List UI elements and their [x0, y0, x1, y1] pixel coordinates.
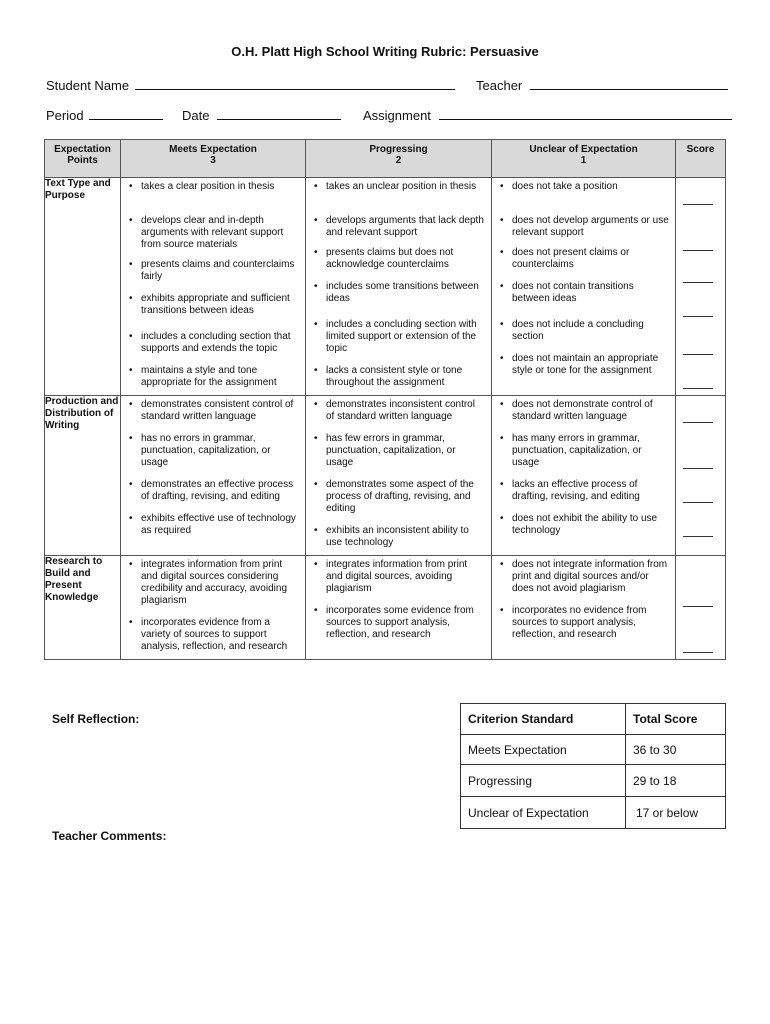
criteria-cell-meets [121, 556, 306, 660]
self-reflection-label: Self Reflection: [52, 712, 140, 726]
criteria-text: has many errors in grammar, punctuation, capitalization, or usage [512, 433, 642, 468]
teacher-field[interactable] [530, 77, 728, 90]
criteria-item [500, 605, 669, 641]
criteria-item [500, 399, 669, 423]
criteria-item [500, 433, 669, 469]
rubric-header-row [45, 140, 726, 178]
bullet-icon: • [314, 247, 318, 258]
bullet-icon: • [129, 433, 133, 444]
criteria-cell-meets [121, 396, 306, 556]
bullet-icon: • [500, 353, 504, 364]
criteria-cell-unclear [492, 556, 676, 660]
criterion-standard-header: Criterion Standard [461, 704, 626, 735]
teacher-row [476, 77, 728, 93]
score-blank[interactable] [683, 250, 713, 251]
criteria-item [314, 433, 485, 469]
header-unclear [492, 140, 676, 178]
criteria-cell-unclear [492, 178, 676, 396]
bullet-icon: • [314, 559, 318, 570]
score-blank[interactable] [683, 422, 713, 423]
bullet-icon: • [500, 479, 504, 490]
criterion-row [461, 765, 726, 797]
criteria-item [129, 365, 299, 389]
header-unclear-points: 1 [580, 155, 587, 166]
criteria-text: takes a clear position in thesis [141, 181, 275, 192]
criteria-cell-meets [121, 178, 306, 396]
criterion-standard: Unclear of Expectation [461, 797, 626, 829]
criteria-item [129, 399, 299, 423]
criteria-text: develops clear and in-depth arguments with relevant support from source materials [141, 215, 284, 250]
criterion-header-row [461, 704, 726, 735]
bullet-icon: • [129, 293, 133, 304]
score-blank[interactable] [683, 652, 713, 653]
criteria-item [314, 525, 485, 549]
criteria-text: does not exhibit the ability to use technology [512, 513, 658, 536]
criteria-item [500, 513, 669, 537]
bullet-icon: • [129, 513, 133, 524]
date-label: Date [182, 108, 210, 123]
criteria-text: incorporates some evidence from sources to support analysis, reflection, and research [326, 605, 474, 640]
assignment-row [363, 107, 732, 123]
criteria-item [129, 617, 299, 653]
bullet-icon: • [129, 559, 133, 570]
date-row [182, 107, 341, 123]
bullet-icon: • [129, 399, 133, 410]
bullet-icon: • [129, 259, 133, 270]
criteria-item [314, 365, 485, 389]
criteria-text: does not integrate information from print and digital sources and/or does not avoid plagiarism [512, 559, 668, 594]
criteria-text: lacks an effective process of drafting, revising, and editing [512, 479, 640, 502]
bullet-icon: • [314, 281, 318, 292]
criteria-item [500, 215, 669, 239]
bullet-icon: • [129, 331, 133, 342]
bullet-icon: • [500, 181, 504, 192]
criteria-text: does not contain transitions between ideas [512, 281, 634, 304]
criteria-item [314, 605, 485, 641]
header-score: Score [676, 140, 726, 178]
teacher-comments-label: Teacher Comments: [52, 829, 167, 843]
criteria-text: demonstrates consistent control of standard written language [141, 399, 294, 422]
header-progressing-points: 2 [395, 155, 402, 166]
student-name-field[interactable] [135, 77, 455, 90]
bullet-icon: • [314, 215, 318, 226]
bullet-icon: • [500, 319, 504, 330]
header-unclear-label: Unclear of Expectation [529, 144, 638, 155]
criteria-item [129, 433, 299, 469]
criteria-text: has few errors in grammar, punctuation, capitalization, or usage [326, 433, 456, 468]
criteria-item [500, 181, 669, 205]
bullet-icon: • [129, 365, 133, 376]
rubric-section [45, 556, 726, 660]
criteria-text: incorporates evidence from a variety of sources to support analysis, reflection, and research [141, 617, 288, 652]
score-blank[interactable] [683, 354, 713, 355]
score-blank[interactable] [683, 606, 713, 607]
bullet-icon: • [500, 281, 504, 292]
criteria-text: demonstrates inconsistent control of standard written language [326, 399, 475, 422]
bullet-icon: • [314, 319, 318, 330]
assignment-label: Assignment [363, 108, 431, 123]
criteria-cell-progressing [306, 396, 492, 556]
criteria-cell-progressing [306, 178, 492, 396]
criteria-text: integrates information from print and digital sources considering credibility and accuracy, avoiding plagiarism [141, 559, 288, 606]
criterion-table [460, 703, 726, 829]
criterion-row [461, 797, 726, 829]
header-meets [121, 140, 306, 178]
score-blank[interactable] [683, 204, 713, 205]
criteria-text: exhibits an inconsistent ability to use technology [326, 525, 469, 548]
criterion-score: 29 to 18 [626, 765, 726, 797]
criteria-item [500, 319, 669, 343]
criteria-text: maintains a style and tone appropriate for the assignment [141, 365, 277, 388]
criterion-score: 36 to 30 [626, 735, 726, 765]
score-blank[interactable] [683, 468, 713, 469]
bullet-icon: • [500, 559, 504, 570]
bullet-icon: • [314, 525, 318, 536]
criteria-item [129, 293, 299, 317]
criteria-text: does not develop arguments or use relevant support [512, 215, 669, 238]
score-cell [676, 178, 726, 396]
criteria-text: includes a concluding section with limited support or extension of the topic [326, 319, 477, 354]
criteria-item [129, 215, 299, 251]
criteria-text: includes some transitions between ideas [326, 281, 479, 304]
criteria-item [314, 281, 485, 305]
period-field[interactable] [89, 107, 163, 120]
bullet-icon: • [500, 247, 504, 258]
criteria-item [129, 559, 299, 607]
category-label: Research to Build and Present Knowledge [45, 556, 121, 660]
criteria-item [500, 247, 669, 271]
page-title: O.H. Platt High School Writing Rubric: Persuasive [231, 44, 539, 59]
category-label: Text Type and Purpose [45, 178, 121, 396]
criteria-text: lacks a consistent style or tone throughout the assignment [326, 365, 463, 388]
bullet-icon: • [129, 215, 133, 226]
header-progressing-label: Progressing [369, 144, 428, 155]
rubric-section [45, 396, 726, 556]
criteria-item [129, 331, 299, 355]
criteria-text: does not include a concluding section [512, 319, 644, 342]
criteria-item [129, 181, 299, 205]
student-name-label: Student Name [46, 78, 130, 93]
criteria-item [500, 281, 669, 305]
criteria-text: integrates information from print and digital sources, avoiding plagiarism [326, 559, 468, 594]
criteria-item [500, 353, 669, 377]
category-label: Production and Distribution of Writing [45, 396, 121, 556]
score-blank[interactable] [683, 316, 713, 317]
bullet-icon: • [314, 399, 318, 410]
criteria-item [314, 399, 485, 423]
criteria-text: does not present claims or counterclaims [512, 247, 630, 270]
criteria-item [129, 479, 299, 503]
criteria-item [314, 215, 485, 239]
criteria-text: demonstrates some aspect of the process of drafting, revising, and editing [326, 479, 474, 514]
teacher-label: Teacher [476, 78, 523, 93]
score-blank[interactable] [683, 388, 713, 389]
criteria-item [314, 319, 485, 355]
bullet-icon: • [314, 605, 318, 616]
bullet-icon: • [314, 365, 318, 376]
period-label: Period [46, 108, 84, 123]
bullet-icon: • [314, 433, 318, 444]
criteria-text: exhibits effective use of technology as required [141, 513, 296, 536]
criteria-text: does not take a position [512, 181, 618, 192]
criteria-text: exhibits appropriate and sufficient transitions between ideas [141, 293, 290, 316]
student-name-row [46, 77, 455, 93]
criteria-text: demonstrates an effective process of drafting, revising, and editing [141, 479, 294, 502]
criteria-text: takes an unclear position in thesis [326, 181, 477, 192]
score-cell [676, 556, 726, 660]
criteria-text: presents claims but does not acknowledge counterclaims [326, 247, 454, 270]
bullet-icon: • [500, 433, 504, 444]
score-blank[interactable] [683, 536, 713, 537]
criteria-text: does not demonstrate control of standard written language [512, 399, 653, 422]
criteria-item [500, 559, 669, 595]
header-progressing [306, 140, 492, 178]
criteria-item [129, 259, 299, 283]
bullet-icon: • [129, 181, 133, 192]
bullet-icon: • [500, 215, 504, 226]
total-score-header: Total Score [626, 704, 726, 735]
criteria-item [314, 559, 485, 595]
bullet-icon: • [500, 513, 504, 524]
assignment-field[interactable] [439, 107, 732, 120]
score-cell [676, 396, 726, 556]
criterion-row [461, 735, 726, 765]
criteria-item [129, 513, 299, 537]
criteria-item [314, 247, 485, 271]
rubric-table [44, 139, 726, 660]
criteria-cell-progressing [306, 556, 492, 660]
bullet-icon: • [129, 617, 133, 628]
criterion-standard: Meets Expectation [461, 735, 626, 765]
score-blank[interactable] [683, 282, 713, 283]
period-row [46, 107, 163, 123]
rubric-section [45, 178, 726, 396]
criterion-standard: Progressing [461, 765, 626, 797]
score-blank[interactable] [683, 502, 713, 503]
bullet-icon: • [500, 399, 504, 410]
criteria-cell-unclear [492, 396, 676, 556]
criteria-item [314, 479, 485, 515]
bullet-icon: • [500, 605, 504, 616]
criteria-text: presents claims and counterclaims fairly [141, 259, 295, 282]
bullet-icon: • [129, 479, 133, 490]
header-expectation: Expectation Points [45, 140, 121, 178]
bullet-icon: • [314, 479, 318, 490]
criterion-score: 17 or below [626, 797, 726, 829]
criteria-item [314, 181, 485, 205]
header-meets-label: Meets Expectation [169, 144, 257, 155]
header-meets-points: 3 [210, 155, 216, 166]
criteria-text: incorporates no evidence from sources to support analysis, reflection, and research [512, 605, 647, 640]
criteria-text: does not maintain an appropriate style or tone for the assignment [512, 353, 659, 376]
criteria-item [500, 479, 669, 503]
criteria-text: has no errors in grammar, punctuation, capitalization, or usage [141, 433, 271, 468]
criteria-text: develops arguments that lack depth and relevant support [326, 215, 484, 238]
criteria-text: includes a concluding section that supports and extends the topic [141, 331, 291, 354]
date-field[interactable] [217, 107, 341, 120]
bullet-icon: • [314, 181, 318, 192]
